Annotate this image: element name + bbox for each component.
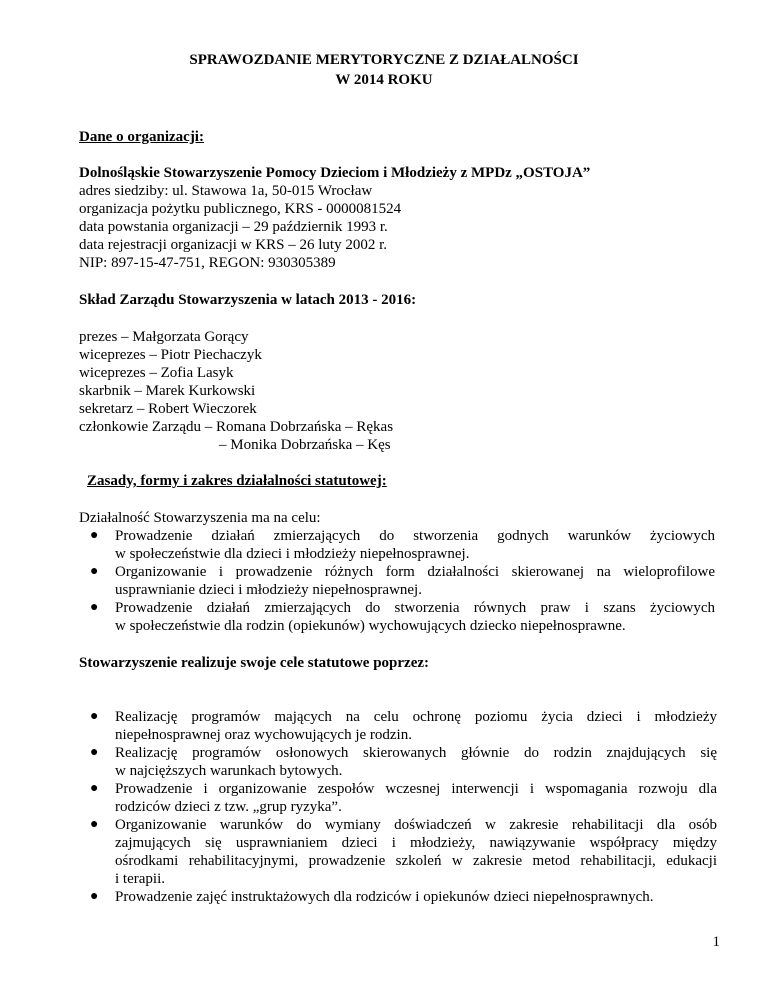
report-title-line2: W 2014 ROKU [335, 72, 433, 88]
org-opp: organizacja pożytku publicznego, KRS - 0000081524 [79, 201, 402, 217]
bullet-icon: ● [90, 564, 99, 579]
board-member: wiceprezes – Piotr Piechaczyk [79, 347, 262, 363]
means-item-line: niepełnosprawnej oraz wychowujących je rodzin. [115, 727, 412, 743]
bullet-icon: ● [90, 781, 99, 796]
means-item-line: Prowadzenie i organizowanie zespołów wczesnej interwencji i wspomagania rozwoju dla [115, 781, 717, 797]
org-heading: Dane o organizacji: [79, 129, 204, 145]
aim-item-line: Organizowanie i prowadzenie różnych form działalności skierowanej na wieloprofilowe [115, 564, 715, 580]
board-member: – Monika Dobrzańska – Kęs [219, 437, 391, 453]
board-heading: Skład Zarządu Stowarzyszenia w latach 2013 - 2016: [79, 292, 417, 308]
bullet-icon: ● [90, 600, 99, 615]
means-item-line: Organizowanie warunków do wymiany doświadczeń w zakresie rehabilitacji dla osób [115, 817, 717, 833]
board-member: członkowie Zarządu – Romana Dobrzańska – Rękas [79, 419, 394, 435]
bullet-icon: ● [90, 889, 99, 904]
org-address: adres siedziby: ul. Stawowa 1a, 50-015 Wrocław [79, 183, 373, 199]
aims-intro: Działalność Stowarzyszenia ma na celu: [79, 510, 321, 526]
org-nip: NIP: 897-15-47-751, REGON: 930305389 [79, 255, 336, 271]
org-name: Dolnośląskie Stowarzyszenie Pomocy Dzieciom i Młodzieży z MPDz „OSTOJA” [79, 165, 591, 181]
report-title-line1: SPRAWOZDANIE MERYTORYCZNE Z DZIAŁALNOŚCI [189, 52, 579, 68]
aim-item-line: w społeczeństwie dla rodzin (opiekunów) wychowujących dziecko niepełnosprawne. [115, 618, 626, 634]
aim-item-line: usprawnianie dzieci i młodzieży niepełnosprawnej. [115, 582, 422, 598]
board-member: sekretarz – Robert Wieczorek [79, 401, 257, 417]
means-item-line: Realizację programów mających na celu ochronę poziomu życia dzieci i młodzieży [115, 709, 717, 725]
means-item-line: ośrodkami rehabilitacyjnymi, prowadzenie szkoleń w zakresie metod rehabilitacji, edukacji [115, 853, 717, 869]
aim-item-line: Prowadzenie działań zmierzających do stworzenia równych praw i szans życiowych [115, 600, 715, 616]
means-item-line: rodziców dzieci z tzw. „grup ryzyka”. [115, 799, 342, 815]
means-item-line: w najcięższych warunkach bytowych. [115, 763, 343, 779]
means-item-line: zajmujących się usprawnianiem dzieci i młodzieży, nawiązywanie współpracy między [115, 835, 717, 851]
bullet-icon: ● [90, 745, 99, 760]
page-number: 1 [712, 934, 720, 950]
org-registered: data rejestracji organizacji w KRS – 26 luty 2002 r. [79, 237, 387, 253]
board-member: prezes – Małgorzata Gorący [79, 329, 249, 345]
means-item-line: Prowadzenie zajęć instruktażowych dla rodziców i opiekunów dzieci niepełnosprawnych. [115, 889, 654, 905]
board-member: wiceprezes – Zofia Lasyk [79, 365, 234, 381]
bullet-icon: ● [90, 528, 99, 543]
bullet-icon: ● [90, 817, 99, 832]
aim-item-line: w społeczeństwie dla dzieci i młodzieży niepełnosprawnej. [115, 546, 470, 562]
means-item-line: i terapii. [115, 871, 165, 887]
board-member: skarbnik – Marek Kurkowski [79, 383, 256, 399]
bullet-icon: ● [90, 709, 99, 724]
org-founded: data powstania organizacji – 29 październik 1993 r. [79, 219, 388, 235]
means-heading: Stowarzyszenie realizuje swoje cele statutowe poprzez: [79, 655, 430, 671]
aim-item-line: Prowadzenie działań zmierzających do stworzenia godnych warunków życiowych [115, 528, 715, 544]
principles-heading: Zasady, formy i zakres działalności statutowej: [87, 473, 387, 489]
means-item-line: Realizację programów osłonowych skierowanych głównie do rodzin znajdujących się [115, 745, 717, 761]
